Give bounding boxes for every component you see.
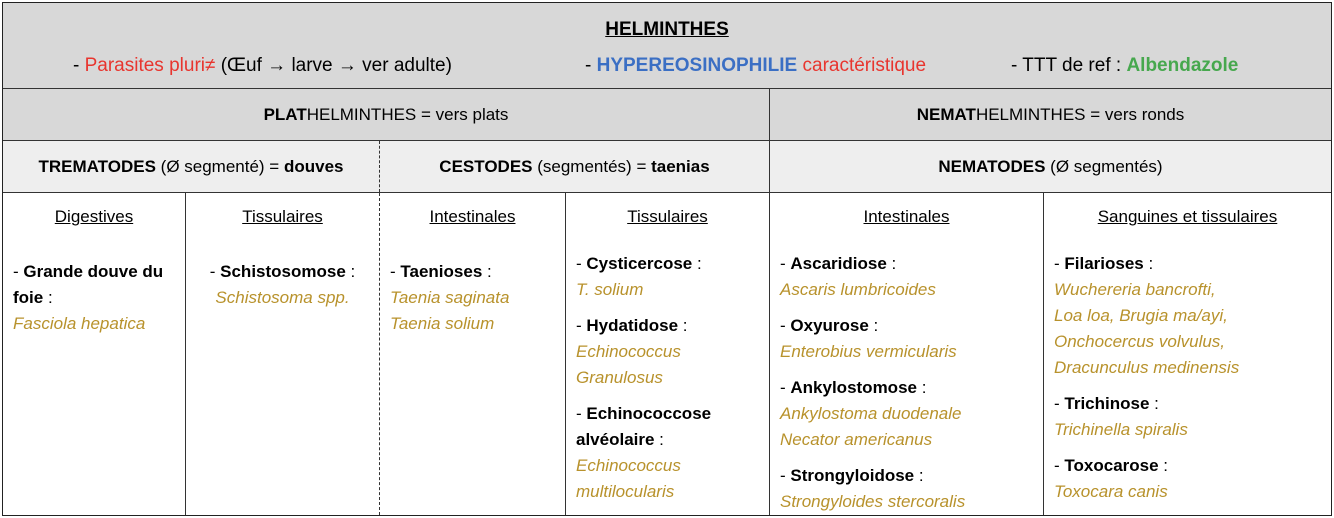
disease-name: Oxyurose	[790, 316, 869, 335]
species-name: Ascaris lumbricoides	[780, 280, 936, 299]
entry-colon: :	[916, 378, 927, 397]
species-name: Toxocara canis	[1054, 482, 1168, 501]
entry-colon: :	[692, 254, 702, 273]
plathelminthes-header: PLAT HELMINTHES = vers plats	[263, 104, 509, 124]
entry-colon: :	[345, 262, 356, 281]
species-name: Schistosoma spp.	[215, 288, 350, 307]
species-name: Loa loa, Brugia ma/ayi,	[1054, 306, 1228, 325]
parasites-note: - Parasites pluri≠ (Œuf → larve → ver adulte)	[73, 55, 452, 76]
entry-dash: -	[13, 262, 24, 281]
species-name: Fasciola hepatica	[13, 314, 146, 333]
species-name: Echinococcus	[576, 342, 681, 361]
species-name: multilocularis	[576, 482, 675, 501]
disease-entry	[1054, 391, 1321, 443]
disease-entry	[780, 375, 1033, 453]
species-name: Wuchereria bancrofti,	[1054, 280, 1216, 299]
disease-entry	[196, 259, 369, 311]
column-sanguines-tissulaires	[1043, 193, 1331, 515]
class-row	[3, 141, 1331, 193]
entry-dash: -	[1054, 456, 1065, 475]
disease-entry	[1054, 251, 1321, 381]
nematodes-header: NEMATODES (Ø segmentés)	[769, 141, 1331, 192]
trematodes-header: TREMATODES (Ø segmenté) = douves	[38, 156, 344, 176]
species-name: Dracunculus medinensis	[1054, 358, 1240, 377]
entry-colon: :	[914, 466, 924, 485]
species-name: Strongyloides stercoralis	[780, 492, 966, 511]
disease-name: Ascaridiose	[790, 254, 887, 273]
entry-colon: :	[886, 254, 897, 273]
hypereosinophilie-note: - HYPEREOSINOPHILIE caractéristique	[585, 55, 927, 76]
entry-dash: -	[780, 254, 791, 273]
species-name: Taenia solium	[390, 314, 495, 333]
entry-dash: -	[576, 404, 587, 423]
entry-colon: :	[1158, 456, 1169, 475]
title-row	[3, 3, 1331, 89]
entry-dash: -	[576, 254, 587, 273]
entry-colon: :	[482, 262, 492, 281]
entry-dash: -	[390, 262, 401, 281]
entry-dash: -	[209, 262, 221, 281]
disease-entry	[1054, 453, 1321, 505]
column-heading: Intestinales	[863, 207, 950, 226]
disease-name: Echinococcose alvéolaire	[576, 404, 712, 449]
column-heading: Tissulaires	[627, 207, 708, 226]
entry-colon: :	[654, 430, 664, 449]
disease-name: Strongyloidose	[790, 466, 915, 485]
entry-colon: :	[678, 316, 688, 335]
disease-name: Grande douve du foie	[13, 262, 164, 307]
species-name: Trichinella spiralis	[1054, 420, 1188, 439]
species-name: Granulosus	[576, 368, 663, 387]
species-name: T. solium	[576, 280, 644, 299]
species-name: Echinococcus	[576, 456, 681, 475]
entry-dash: -	[1054, 394, 1065, 413]
species-name: Enterobius vermicularis	[780, 342, 957, 361]
group-row	[3, 89, 1331, 141]
column-heading: Digestives	[54, 207, 134, 226]
entry-dash: -	[780, 316, 791, 335]
disease-name: Ankylostomose	[790, 378, 917, 397]
column-tissulaires-trematodes	[185, 193, 379, 515]
column-intestinales-cestodes	[379, 193, 565, 515]
entry-dash: -	[1054, 254, 1065, 273]
entry-dash: -	[780, 378, 791, 397]
disease-entry	[780, 251, 1033, 303]
body-row	[3, 193, 1331, 515]
entry-colon: :	[43, 288, 53, 307]
helminthes-table	[2, 2, 1332, 516]
disease-name: Trichinose	[1064, 394, 1150, 413]
entry-dash: -	[576, 316, 587, 335]
column-intestinales-nematodes	[769, 193, 1043, 515]
nemathelminthes-header: NEMAT HELMINTHES = vers ronds	[769, 89, 1331, 140]
disease-entry	[390, 259, 555, 337]
entry-colon: :	[868, 316, 879, 335]
species-name: Necator americanus	[780, 430, 933, 449]
species-name: Taenia saginata	[390, 288, 510, 307]
disease-name: Taenioses	[400, 262, 483, 281]
column-heading: Intestinales	[429, 207, 516, 226]
entry-colon: :	[1149, 394, 1159, 413]
disease-entry	[780, 313, 1033, 365]
column-heading: Sanguines et tissulaires	[1097, 207, 1278, 226]
table-title: HELMINTHES	[605, 19, 729, 40]
cestodes-header: CESTODES (segmentés) = taenias	[379, 141, 769, 192]
column-heading: Tissulaires	[242, 207, 323, 226]
disease-name: Hydatidose	[586, 316, 679, 335]
disease-entry	[576, 313, 759, 391]
species-name: Ankylostoma duodenale	[780, 404, 962, 423]
disease-entry	[576, 251, 759, 303]
disease-name: Toxocarose	[1064, 456, 1159, 475]
disease-entry	[780, 463, 1033, 515]
disease-entry	[576, 401, 759, 505]
disease-name: Cysticercose	[586, 254, 693, 273]
column-tissulaires-cestodes	[565, 193, 769, 515]
species-name: Onchocercus volvulus,	[1054, 332, 1226, 351]
disease-name: Filarioses	[1064, 254, 1144, 273]
disease-entry	[13, 259, 175, 337]
treatment-note: - TTT de ref : Albendazole	[1011, 55, 1239, 76]
entry-dash: -	[780, 466, 791, 485]
disease-name: Schistosomose	[220, 262, 346, 281]
column-digestives	[3, 193, 185, 515]
entry-colon: :	[1143, 254, 1154, 273]
